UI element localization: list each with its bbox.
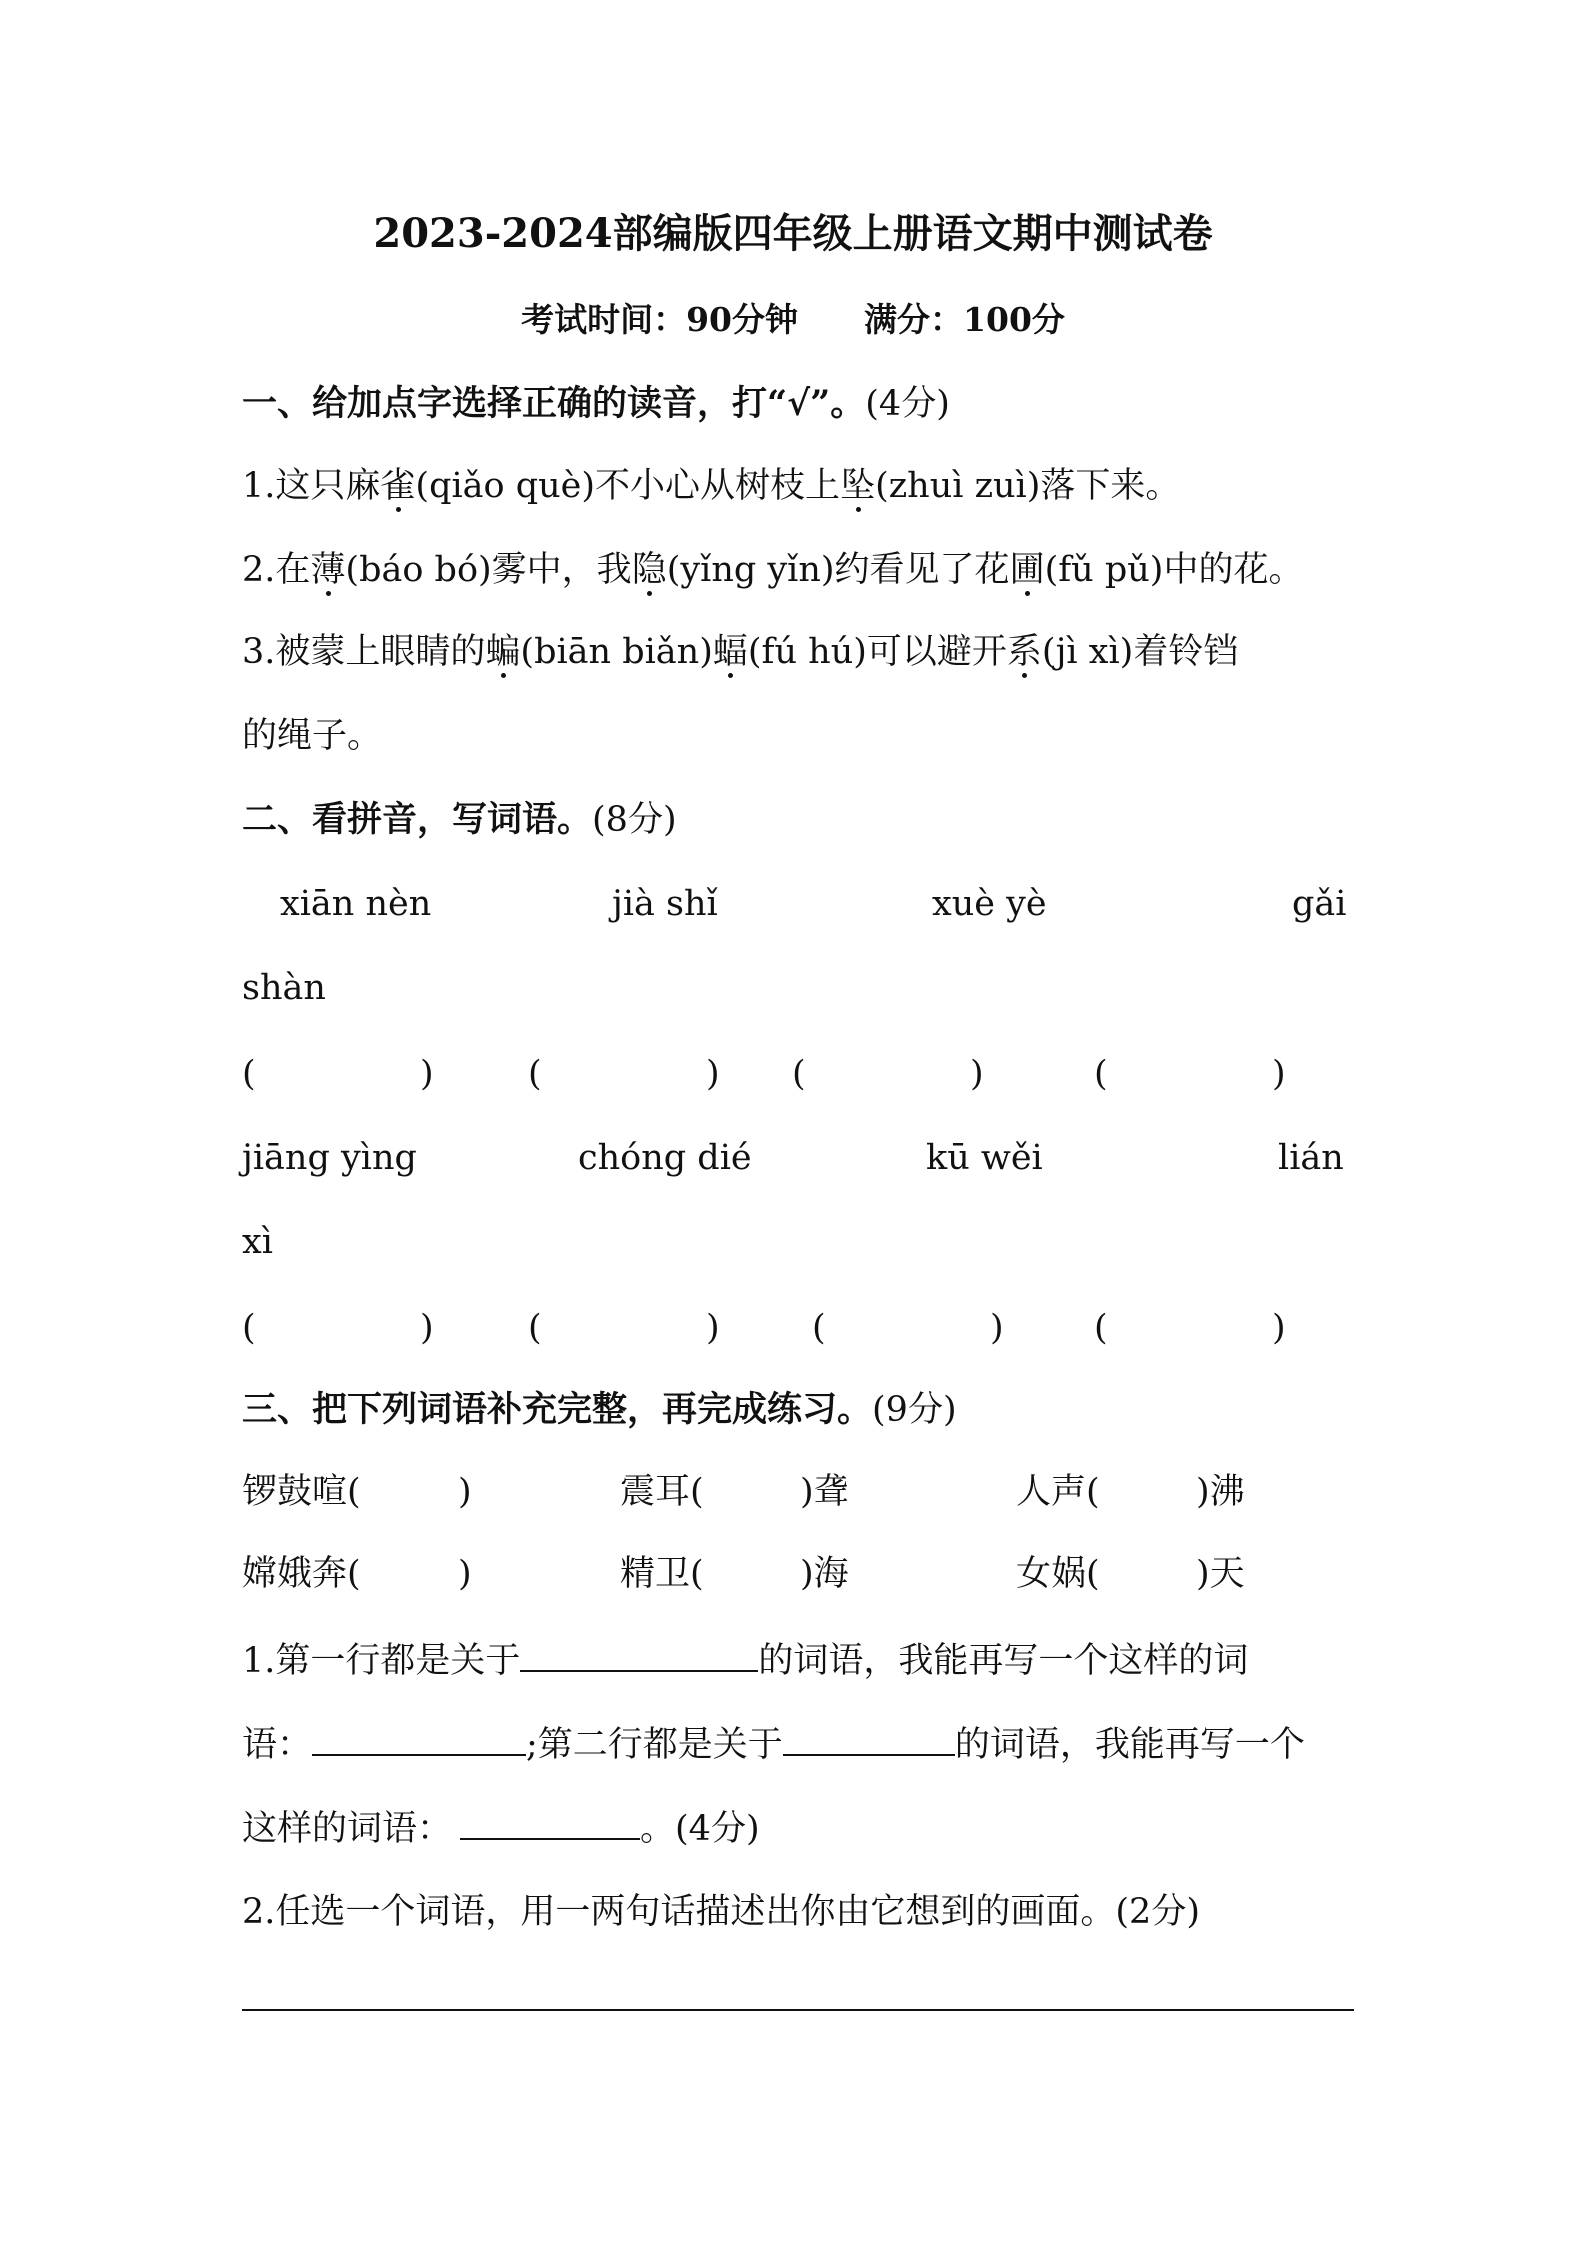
answer-paren-close: ) [1272,1054,1286,1094]
section1-heading: 一、给加点字选择正确的读音，打“√”。(4分) [242,383,950,424]
answer-paren-close: ) [1272,1308,1286,1348]
answer-paren-open: ( [812,1308,826,1348]
section1-question-3: 3.被蒙上眼睛的蝙(biān biǎn)蝠(fú hú)可以避开系(jì xì)着铃铛 [242,632,1239,672]
word-fill-pre: 人声( [1016,1472,1100,1512]
pinyin-item: xuè yè [932,884,1047,924]
section2-heading: 二、看拼音，写词语。(8分) [242,799,677,840]
answer-paren-close: ) [990,1308,1004,1348]
answer-paren-open: ( [1094,1054,1108,1094]
pinyin-item: lián [1278,1138,1344,1178]
answer-paren-open: ( [242,1054,256,1094]
answer-blank[interactable] [312,1718,526,1756]
pinyin-item: kū wěi [926,1138,1043,1178]
section3-heading: 三、把下列词语补充完整，再完成练习。(9分) [242,1389,957,1430]
section1-question-2: 2.在薄(báo bó)雾中，我隐(yǐng yǐn)约看见了花圃(fǔ pǔ)中的花。 [242,550,1304,590]
section3-question-1-line1: 1.第一行都是关于 的词语，我能再写一个这样的词 [242,1634,1248,1685]
answer-blank[interactable] [520,1634,758,1672]
answer-paren-open: ( [792,1054,806,1094]
section1-question-3-cont: 的绳子。 [242,716,383,756]
word-fill-post: )天 [1196,1554,1245,1594]
word-fill-pre: 嫦娥奔( [242,1554,361,1594]
section1-question-1: 1.这只麻雀(qiǎo què)不小心从树枝上坠(zhuì zuì)落下来。 [242,466,1181,506]
answer-paren-close: ) [970,1054,984,1094]
pinyin-item: xiān nèn [280,884,432,924]
section3-question-2: 2.任选一个词语，用一两句话描述出你由它想到的画面。(2分) [242,1892,1200,1932]
answer-paren-open: ( [528,1308,542,1348]
word-fill-pre: 锣鼓喧( [242,1472,361,1512]
answer-paren-close: ) [706,1308,720,1348]
pinyin-item: chóng dié [578,1138,752,1178]
word-fill-pre: 震耳( [620,1472,704,1512]
word-fill-post: )沸 [1196,1472,1245,1512]
answer-blank[interactable] [783,1718,955,1756]
exam-info: 考试时间：90分钟 满分：100分 [521,300,1065,339]
answer-paren-open: ( [528,1054,542,1094]
section3-question-1-line3: 这样的词语： 。(4分) [242,1802,760,1853]
word-fill-post: )海 [800,1554,849,1594]
word-fill-pre: 女娲( [1016,1554,1100,1594]
word-fill-pre: 精卫( [620,1554,704,1594]
pinyin-item-wrap: shàn [242,968,326,1008]
answer-paren-open: ( [242,1308,256,1348]
answer-paren-close: ) [706,1054,720,1094]
pinyin-item: gǎi [1292,884,1347,924]
pinyin-item-wrap: xì [242,1222,273,1262]
answer-blank[interactable] [460,1802,640,1840]
answer-writing-line[interactable] [242,2009,1354,2011]
word-fill-post: ) [458,1472,472,1512]
pinyin-item: jià shǐ [612,884,718,924]
word-fill-post: )聋 [800,1472,849,1512]
pinyin-item: jiāng yìng [242,1138,417,1178]
answer-paren-open: ( [1094,1308,1108,1348]
answer-paren-close: ) [420,1054,434,1094]
answer-paren-close: ) [420,1308,434,1348]
word-fill-post: ) [458,1554,472,1594]
section3-question-1-line2: 语： ;第二行都是关于 的词语，我能再写一个 [242,1718,1305,1769]
page-title: 2023-2024部编版四年级上册语文期中测试卷 [373,210,1213,257]
